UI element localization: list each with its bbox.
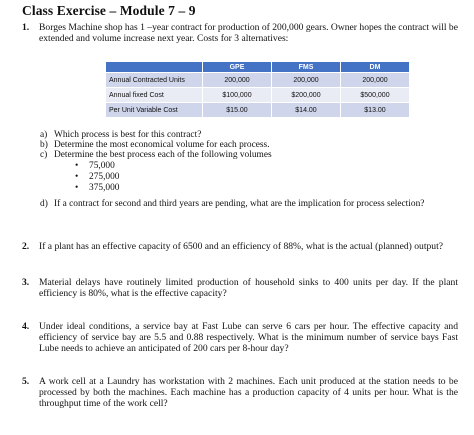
sub-question-b — [40, 140, 270, 151]
question-text: A work cell at a Laundry has workstation with 2 machines. Each unit produced at the station needs to be processed by both the machines. Each machine has a production capacity of 4 units per hour. What is the throughput time of the work cell? — [39, 376, 458, 409]
cost-table — [105, 61, 410, 118]
bullet-icon: • — [75, 183, 79, 193]
sub-question-a — [40, 130, 201, 141]
question-text: Material delays have routinely limited production of household sinks to 400 units per day. If the plant efficiency is 80%, what is the effective capacity? — [39, 277, 458, 299]
table-cell: $15.00 — [203, 103, 272, 118]
table-row — [106, 73, 410, 88]
table-cell: 200,000 — [341, 73, 410, 88]
table-cell: $500,000 — [341, 88, 410, 103]
table-cell: 200,000 — [272, 73, 341, 88]
question-number: 4. — [22, 321, 30, 332]
table-cell: $13.00 — [341, 103, 410, 118]
bullet-text: 275,000 — [89, 172, 120, 182]
bullet-text: 75,000 — [89, 161, 115, 171]
bullet-icon: • — [75, 161, 79, 171]
question-2 — [22, 241, 458, 252]
table-cell: $14.00 — [272, 103, 341, 118]
bullet-item — [75, 161, 115, 172]
question-number: 3. — [22, 277, 30, 288]
table-row — [106, 103, 410, 118]
question-text: Borges Machine shop has 1 –year contract for production of 200,000 gears. Owner hopes the contract will be extended and volume increase next year. Costs for 3 alternatives: — [39, 22, 458, 44]
table-row — [106, 88, 410, 103]
sub-question-label: a) — [40, 130, 48, 140]
question-1 — [22, 22, 458, 44]
bullet-text: 375,000 — [89, 183, 120, 193]
question-3 — [22, 277, 458, 299]
sub-question-d — [40, 199, 424, 210]
table-row-label: Annual fixed Cost — [106, 88, 203, 103]
sub-question-label: c) — [40, 150, 48, 160]
question-5 — [22, 376, 458, 409]
sub-question-c — [40, 150, 272, 161]
page-title: Class Exercise – Module 7 – 9 — [22, 3, 196, 18]
bullet-item — [75, 183, 119, 194]
bullet-icon: • — [75, 172, 79, 182]
table-row-label: Per Unit Variable Cost — [106, 103, 203, 118]
sub-question-text: Determine the best process each of the following volumes — [54, 150, 272, 160]
sub-question-label: d) — [40, 199, 48, 209]
question-number: 5. — [22, 376, 30, 387]
question-text: If a plant has an effective capacity of 6500 and an efficiency of 88%, what is the actual (planned) output? — [39, 241, 444, 252]
table-header-cell: FMS — [272, 62, 341, 73]
table-header-cell: GPE — [203, 62, 272, 73]
sub-question-text: Determine the most economical volume for each process. — [54, 140, 270, 150]
sub-question-text: Which process is best for this contract? — [54, 130, 202, 140]
sub-question-text: If a contract for second and third years are pending, what are the implication for process selection? — [54, 199, 425, 209]
table-header-cell — [106, 62, 203, 73]
question-4 — [22, 321, 458, 354]
table-cell: $200,000 — [272, 88, 341, 103]
table-cell: 200,000 — [203, 73, 272, 88]
bullet-item — [75, 172, 119, 183]
sub-question-label: b) — [40, 140, 48, 150]
table-cell: $100,000 — [203, 88, 272, 103]
question-number: 2. — [22, 241, 30, 252]
table-header-cell: DM — [341, 62, 410, 73]
table-header-row — [106, 62, 410, 73]
question-text: Under ideal conditions, a service bay at Fast Lube can serve 6 cars per hour. The effective capacity and efficiency of service bay are 5.5 and 0.88 respectively. What is the minimum number of service bays Fast Lube needs to achieve an anticipated of 200 cars per 8-hour day? — [39, 321, 458, 354]
table-row-label: Annual Contracted Units — [106, 73, 203, 88]
question-number: 1. — [22, 22, 30, 33]
